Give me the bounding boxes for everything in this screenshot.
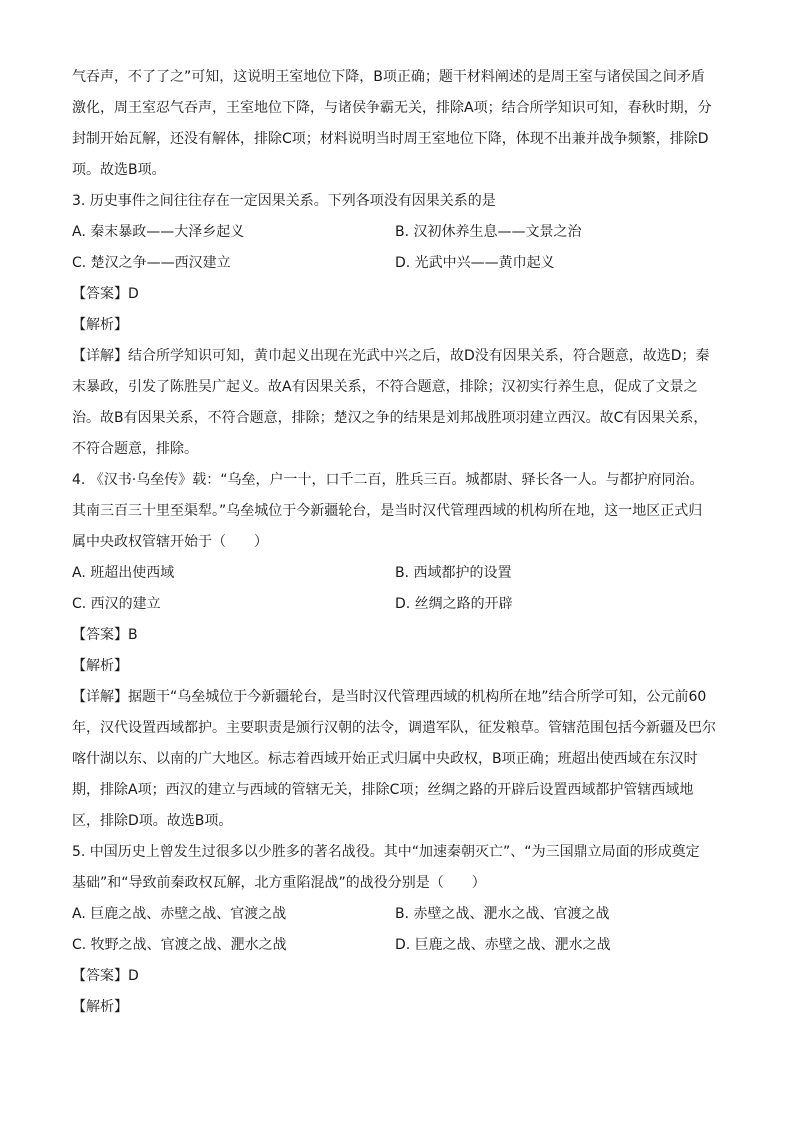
question-stem: 3. 历史事件之间往往存在一定因果关系。下列各项没有因果关系的是 [72, 193, 496, 209]
option-c: C. 西汉的建立 [72, 596, 161, 612]
detail-line: 【详解】结合所学知识可知，黄巾起义出现在光武中兴之后，故D没有因果关系，符合题意，故选D；秦 [72, 348, 710, 364]
answer-label: 【答案】B [72, 627, 138, 643]
option-d: D. 丝绸之路的开辟 [395, 596, 513, 612]
option-a: A. 班超出使西域 [72, 565, 175, 581]
option-b: B. 汉初休养生息——文景之治 [395, 224, 582, 240]
answer-label: 【答案】D [72, 968, 139, 984]
question-stem: 4. 《汉书·乌垒传》载：“乌垒，户一十，口千二百，胜兵三百。城都尉、驿长各一人。与都护府同治。 [72, 472, 704, 488]
options-row [72, 589, 722, 620]
text-line: 气吞声，不了了之”可知，这说明王室地位下降，B项正确；题干材料阐述的是周王室与诸侯国之间矛盾 [72, 69, 705, 85]
answer-label: 【答案】D [72, 286, 139, 302]
option-a: A. 巨鹿之战、赤壁之战、官渡之战 [72, 906, 287, 922]
question-stem: 基础”和“导致前秦政权瓦解，北方重陷混战”的战役分别是（ ） [72, 875, 486, 891]
question-3 [72, 186, 722, 465]
option-d: D. 光武中兴——黄巾起义 [395, 255, 555, 271]
analysis-label: 【解析】 [72, 999, 128, 1015]
option-b: B. 西域都护的设置 [395, 565, 512, 581]
analysis-label: 【解析】 [72, 317, 128, 333]
option-c: C. 楚汉之争——西汉建立 [72, 255, 231, 271]
detail-line: 喀什湖以东、以南的广大地区。标志着西域开始正式归属中央政权，B项正确；班超出使西域在东汉时 [72, 751, 698, 767]
detail-line: 末暴政，引发了陈胜吴广起义。故A有因果关系，不符合题意，排除；汉初实行养生息，促成了文景之 [72, 379, 698, 395]
detail-line: 不符合题意，排除。 [72, 441, 198, 457]
question-stem: 属中央政权管辖开始于（ ） [72, 534, 268, 550]
document-page [72, 62, 722, 1023]
option-b: B. 赤壁之战、淝水之战、官渡之战 [395, 906, 610, 922]
detail-line: 区，排除D项。故选B项。 [72, 813, 233, 829]
detail-line: 期，排除A项；西汉的建立与西域的管辖无关，排除C项；丝绸之路的开辟后设置西域都护管辖西域地 [72, 782, 694, 798]
question-4 [72, 465, 722, 837]
option-c: C. 牧野之战、官渡之战、淝水之战 [72, 937, 287, 953]
option-a: A. 秦末暴政——大泽乡起义 [72, 224, 245, 240]
options-row [72, 558, 722, 589]
option-d: D. 巨鹿之战、赤壁之战、淝水之战 [395, 937, 611, 953]
text-line: 封制开始瓦解，还没有解体，排除C项；材料说明当时周王室地位下降，体现不出兼并战争频繁，排除D [72, 131, 709, 147]
text-line: 激化，周王室忍气吞声，王室地位下降，与诸侯争霸无关，排除A项；结合所学知识可知，春秋时期，分 [72, 100, 712, 116]
options-row [72, 899, 722, 930]
question-stem: 其南三百三十里至渠犁。”乌垒城位于今新疆轮台，是当时汉代管理西域的机构所在地，这一地区正式归 [72, 503, 703, 519]
detail-line: 年，汉代设置西域都护。主要职责是颁行汉朝的法令，调遣军队，征发粮草。管辖范围包括今新疆及巴尔 [72, 720, 716, 736]
question-stem: 5. 中国历史上曾发生过很多以少胜多的著名战役。其中“加速秦朝灭亡”、“为三国鼎立局面的形成奠定 [72, 844, 700, 860]
options-row [72, 248, 722, 279]
detail-line: 【详解】据题干“乌垒城位于今新疆轮台，是当时汉代管理西域的机构所在地”结合所学可知，公元前60 [72, 689, 707, 705]
detail-line: 治。故B有因果关系，不符合题意，排除；楚汉之争的结果是刘邦战胜项羽建立西汉。故C有因果关系， [72, 410, 708, 426]
text-line: 项。故选B项。 [72, 162, 166, 178]
previous-explanation [72, 62, 722, 186]
analysis-label: 【解析】 [72, 658, 128, 674]
options-row [72, 217, 722, 248]
options-row [72, 930, 722, 961]
question-5 [72, 837, 722, 1023]
